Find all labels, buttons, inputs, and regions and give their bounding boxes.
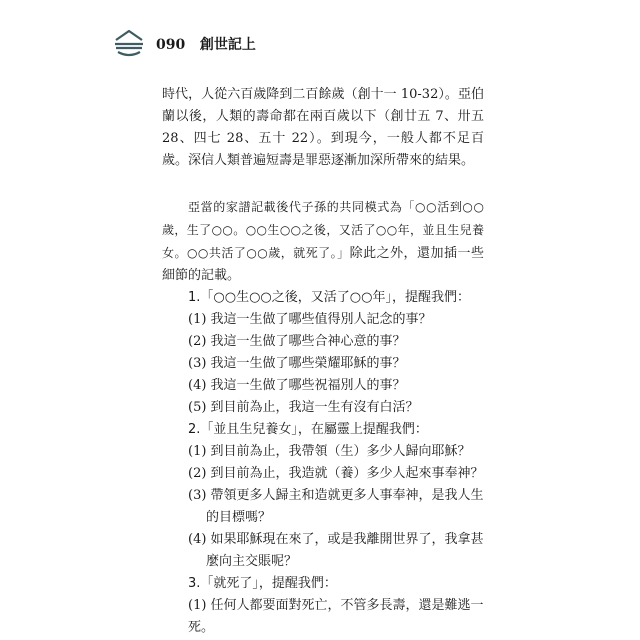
list-item: (1) 我這一生做了哪些值得別人記念的事？	[188, 312, 432, 327]
list-item: (1) 到目前為止，我帶領（生）多少人歸向耶穌？	[188, 444, 471, 459]
paragraph-text: 除此之外，還加插一些細節的記載。	[162, 246, 484, 283]
book-title: 創世記上	[199, 37, 256, 53]
list-item: (2) 我這一生做了哪些合神心意的事？	[188, 334, 406, 349]
page-body	[162, 84, 484, 639]
section-heading: 3.「就死了」，提醒我們：	[188, 576, 337, 591]
list-item: (1) 任何人都要面對死亡，不管多長壽，還是難逃一死。	[188, 598, 484, 635]
section-heading: 1.「○○生○○之後，又活了○○年」，提醒我們：	[188, 290, 470, 305]
list-item: (5) 到目前為止，我這一生有沒有白活？	[188, 400, 419, 415]
running-head	[156, 34, 256, 54]
genealogy-formula-quote: 「○○活到○○歲，生了○○。○○生○○之後，又活了○○年，並且生兒養女。○○共活了○○歲，就死了。」	[162, 200, 484, 260]
list-item: (4) 我這一生做了哪些祝福別人的事？	[188, 378, 406, 393]
paragraph-text: 亞當的家譜記載後代子孫的共同模式為	[188, 200, 403, 214]
paragraph-genealogy	[162, 196, 484, 287]
section-heading: 2.「並且生兒養女」，在屬靈上提醒我們：	[188, 422, 428, 437]
list-item: (3) 帶領更多人歸主和造就更多人事奉神，是我人生的目標嗎？	[188, 488, 484, 525]
page-number: 090	[156, 37, 186, 53]
ark-logo-icon	[112, 28, 146, 58]
list-item: (3) 我這一生做了哪些榮耀耶穌的事？	[188, 356, 406, 371]
reflection-list	[162, 287, 484, 639]
list-item: (2) 到目前為止，我造就（養）多少人起來事奉神？	[188, 466, 484, 481]
list-item: (4) 如果耶穌現在來了，或是我離開世界了，我拿甚麼向主交賬呢？	[188, 532, 484, 569]
page-header	[112, 26, 312, 62]
paragraph: 時代，人從六百歲降到二百餘歲（創十一 10-32）。亞伯蘭以後，人類的壽命都在兩百歲以下（創廿五 7、卅五 28、四七 28、五十 22）。到現今，一般人都不足百歲。深信人類普遍短壽是罪惡逐漸加深所帶來的結果。	[162, 87, 484, 168]
